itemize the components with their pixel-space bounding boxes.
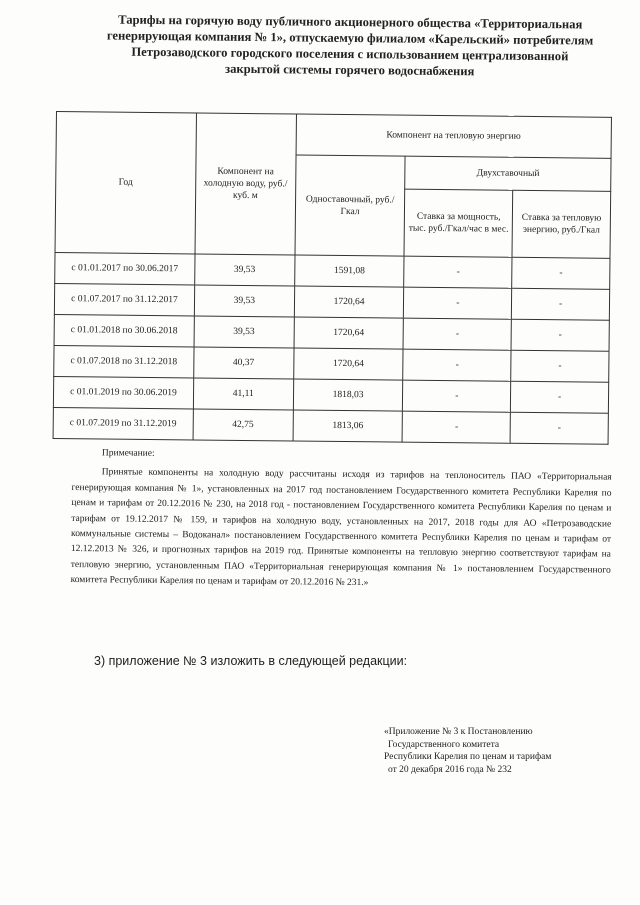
tariff-table [53, 111, 612, 445]
cell-period: с 01.01.2019 по 30.06.2019 [53, 376, 193, 408]
appendix-line-1: «Приложение № 3 к Постановлению [384, 727, 533, 737]
cell-energy-rate: - [512, 288, 610, 320]
header-cold-water: Компонент на холодную воду, руб./куб. м [195, 113, 296, 255]
cell-single-rate: 1591,08 [294, 255, 404, 287]
title-line-1: Тарифы на горячую воду публичного акционерного общества «Территориальная [118, 12, 583, 32]
cell-single-rate: 1813,06 [293, 410, 403, 442]
cell-single-rate: 1720,64 [294, 317, 404, 349]
cell-single-rate: 1720,64 [294, 286, 404, 318]
header-capacity-rate: Ставка за мощность, тыс. руб./Гкал/час в мес. [404, 189, 512, 257]
cell-cold-water: 40,37 [194, 347, 294, 379]
cell-capacity-rate: - [403, 380, 511, 412]
cell-capacity-rate: - [403, 411, 511, 443]
cell-energy-rate: - [510, 412, 608, 444]
cell-period: с 01.01.2018 по 30.06.2018 [54, 314, 194, 346]
appendix-line-4: от 20 декабря 2016 года № 232 [388, 764, 512, 775]
note-body: Принятые компоненты на холодную воду рассчитаны исходя из тарифов на теплоноситель ПАО «Территориальная генерирующая компания № 1», установленных на 2017 год постановлением Государственного комитета Республики Карелия по ценам и тарифам от 20.12.2016 № 230, на 2018 год - постановлением Государственного комитета Республики Карелия по ценам и тарифам от 19.12.2017 № 159, и тарифов на холодную воду, установленных на 2017, 2018 годы для АО «Петрозаводские коммунальные системы – Водоканал» постановлением Государственного комитета Республики Карелия по ценам и тарифам от 12.12.2013 № 326, и прогнозных тарифов на 2019 год. Принятые компоненты на тепловую энергию соответствуют тарифам на тепловую энергию, установленным ПАО «Территориальная генерирующая компания № 1» постановлением Государственного комитета Республики Карелия по ценам и тарифам от 20.12.2016 № 231.» [70, 467, 612, 589]
cell-single-rate: 1818,03 [293, 379, 403, 411]
cell-energy-rate: - [512, 257, 610, 289]
cell-cold-water: 42,75 [193, 409, 293, 441]
cell-cold-water: 39,53 [195, 254, 295, 286]
table-row [53, 407, 608, 444]
document-title [90, 11, 611, 80]
cell-capacity-rate: - [404, 256, 512, 288]
cell-capacity-rate: - [404, 318, 512, 350]
appendix-line-2: Государственного комитета [388, 739, 500, 750]
cell-capacity-rate: - [404, 287, 512, 319]
cell-single-rate: 1720,64 [293, 348, 403, 380]
note-heading: Примечание: [101, 448, 155, 459]
cell-cold-water: 39,53 [194, 316, 294, 348]
header-energy-rate: Ставка за тепловую энергию, руб./Гкал [512, 190, 610, 258]
title-line-2: генерирующая компания № 1», отпускаемую филиалом «Карельский» потребителям [106, 28, 594, 48]
cell-period: с 01.07.2017 по 31.12.2017 [54, 283, 194, 315]
appendix-line-3: Республики Карелия по ценам и тарифам [384, 752, 552, 762]
header-double-rate: Двухставочный [405, 156, 611, 191]
title-line-4: закрытой системы горячего водоснабжения [225, 61, 475, 79]
appendix-caption [384, 726, 620, 776]
cell-period: с 01.07.2018 по 31.12.2018 [54, 345, 194, 377]
header-thermal: Компонент на тепловую энергию [296, 114, 612, 158]
cell-capacity-rate: - [403, 349, 511, 381]
note-section [71, 446, 612, 594]
cell-energy-rate: - [511, 319, 609, 351]
cell-cold-water: 41,11 [193, 378, 293, 410]
header-single-rate: Одноставочный, руб./Гкал [295, 155, 406, 256]
cell-energy-rate: - [511, 350, 609, 382]
cell-energy-rate: - [511, 381, 609, 413]
amendment-line: 3) приложение № 3 изложить в следующей редакции: [94, 654, 408, 668]
cell-period: с 01.01.2017 по 30.06.2017 [55, 252, 195, 284]
header-year: Год [55, 112, 196, 254]
cell-cold-water: 39,53 [194, 285, 294, 317]
cell-period: с 01.07.2019 по 31.12.2019 [53, 407, 193, 439]
title-line-3: Петрозаводского городского поселения с использованием централизованной [131, 44, 569, 64]
